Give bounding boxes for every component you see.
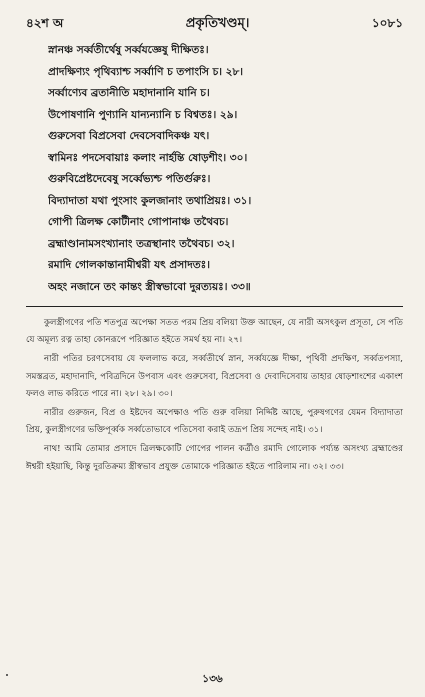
verse-line: রমাদি গোলকান্তানামীশ্বরী যৎ প্রসাদতঃ। [48,259,210,271]
verse-line: গোপী ত্রিলক্ষ কোটীনাং গোপানাঞ্চ তথৈবচ। [48,216,229,228]
verse-line: স্বামিনঃ পদসেবায়াঃ কলাং নার্হন্তি ষোড়শীং। ৩০। [48,151,248,164]
verse-line: গুরুবিপ্রেষ্টদেবেষু সর্ব্বেভ্যশ্চ পতির্গুরুঃ। [48,173,211,185]
verse-line: ব্রহ্মাণ্ডানামসংখ্যানাং তত্রস্থানাং তথৈবচ। ৩২। [48,237,235,250]
verse-line: সর্ব্বাণ্যেব ব্রতানীতি মহাদানানি যানি চ। [48,87,210,99]
chapter-number: ৪২শ অ [26,16,64,30]
verse-line: বিদ্যাদাতা যথা পুংসাং কুলজানাং তথাপ্রিয়ঃ। ৩১। [48,194,252,207]
sanskrit-verses [26,40,403,298]
signature-mark: ১৩৬ [202,673,223,685]
commentary-paragraph: কুলস্ত্রীগণের পতি শতপুত্র অপেক্ষা সতত পরম প্রিয় বলিয়া উক্ত আছেন, যে নারী অসৎকুল প্রসূতা, সে পতি যে অমূল্য রত্ন তাহা কোনরূপে পরিজ্ঞাত হইতে সমর্থ হয় না। ২৭। [26,318,403,346]
bengali-commentary [26,315,403,476]
section-divider [26,306,403,307]
commentary-paragraph: নাথ! আমি তোমার প্রসাদে ত্রিলক্ষকোটি গোপের পালন কর্ত্রীও রমাদি গোলোক পর্য্যন্ত অসংখ্য ব্রহ্মাণ্ডের ঈশ্বরী হইয়াছি, কিন্তু দুরতিক্রম্য স্ত্রীস্বভাব প্রযুক্ত তোমাকে পরিজ্ঞাত হইতে পারিলাম না। ৩২। ৩৩। [26,444,403,472]
verse-line: স্নানঞ্চ সর্ব্বতীর্থেষু সর্ব্বযজ্ঞেষু দীক্ষিতঃ। [48,44,209,56]
commentary-paragraph: নারীর গুরুজন, বিপ্র ও ইষ্টদেব অপেক্ষাও পতি গুরু বলিয়া নির্দ্দিষ্ট আছে, পুরুষগণের যেমন বিদ্যাদাতা প্রিয়, কুলস্ত্রীগণের ভক্তিপূর্ব্বক সর্ব্বতোভাবে পতিসেবা করাই তদ্রূপ প্রিয় সন্দেহ নাই। ৩১। [26,408,403,436]
verse-line: উপোষণানি পুণ্যানি যান্যন্যানি চ বিশ্বতঃ। ২৯। [48,108,238,121]
commentary-paragraph: নারী পতির চরণসেবায় যে ফললাভ করে, সর্ব্বতীর্থে স্নান, সর্ব্বযজ্ঞে দীক্ষা, পৃথিবী প্রদক্ষিণ, সর্ব্বতপস্যা, সমস্তব্রত, মহাদানাদি, পবিত্রদিনে উপবাস এবং গুরুসেবা, বিপ্রসেবা ও দেবাদিসেবায় তাহার ষোড়শাংশের একাংশ ফলও লাভ করিতে পারে না। ২৮। ২৯। ৩০। [26,354,403,399]
page-number: ১০৮১ [371,16,403,30]
verse-line: প্রাদক্ষিণ্যং পৃথিব্যাশ্চ সর্ব্বাণি চ তপাংসি চ। ২৮। [48,65,244,78]
running-title: প্রকৃতিখণ্ডম্। [185,16,250,31]
page-header [26,14,403,34]
verse-line: গুরুসেবা বিপ্রসেবা দেবসেবাদিকঞ্চ যৎ। [48,130,210,142]
verse-line: অহং নজানে তং কান্তং স্ত্রীস্বভাবো দুরত্যয়ঃ। ৩৩॥ [48,280,251,293]
